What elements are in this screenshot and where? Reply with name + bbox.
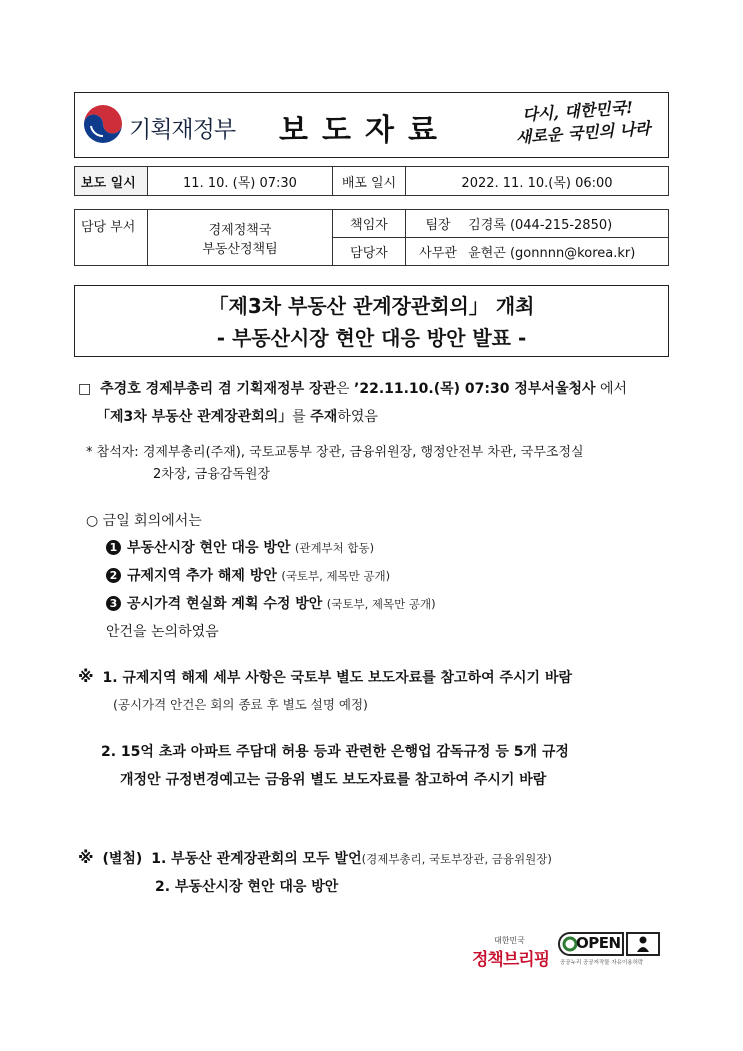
note-mark: ※ [78,667,94,686]
agenda-item-2 [106,565,390,585]
attribution-icon [626,932,660,956]
intro-bullet: □ [78,381,92,397]
open-logo-text: OPEN [576,934,621,952]
note-1-text: 1. 규제지역 해제 세부 사항은 국토부 별도 보도자료를 참고하여 주시기 바람 [102,670,572,686]
department-value [148,210,333,266]
department-line-2: 부동산정책팀 [202,241,278,257]
number-badge-3-icon: 3 [106,596,121,611]
note-2-line-1: 2. 15억 초과 아파트 주담대 허용 등과 관련한 은행업 감독규정 등 5개 규정 [101,744,569,760]
agenda-item-2-note: (국토부, 제목만 공개) [281,569,391,583]
headline-subtitle: - 부동산시장 현안 대응 방안 발표 - [216,326,527,350]
officer-value [406,238,669,266]
agenda-item-1-text: 부동산시장 현안 대응 방안 [127,540,291,556]
chief-title: 팀장 [425,218,451,233]
officer-name-email: 윤현곤 (gonnnn@korea.kr) [468,246,636,261]
agenda-item-1 [106,537,374,557]
kogl-open-license-logo [558,932,666,972]
note-2-line-2: 개정안 규정변경예고는 금융위 별도 보도자료를 참고하여 주시기 바람 [120,772,547,788]
slogan-line-2: 새로운 국민의 나라 [515,118,652,147]
document-type-title: 보도자료 [279,113,451,148]
intro-line-2 [96,406,378,426]
intro-suffix: 에서 [595,381,628,397]
officer-title: 사무관 [419,246,457,261]
distribution-time-label: 배포 일시 [333,167,406,196]
department-label: 담당 부서 [75,210,148,266]
officer-label: 담당자 [333,238,406,266]
note-1 [78,667,572,687]
note-1-sub: (공시가격 안건은 회의 종료 후 별도 설명 예정) [113,697,368,712]
intro-subject: 추경호 경제부총리 겸 기획재정부 장관 [100,381,337,397]
agenda-closing: 안건을 논의하였음 [106,624,219,640]
intro-particle-2: 를 [292,409,311,425]
agenda-lead: ○ 금일 회의에서는 [86,513,202,529]
attachment-item-2: 2. 부동산시장 현안 대응 방안 [155,879,339,895]
contact-table [74,209,669,266]
intro-particle: 은 [336,381,355,397]
chief-name-phone: 김경록 (044-215-2850) [468,218,613,233]
press-release-header [74,92,669,158]
government-emblem-icon [83,104,123,144]
agenda-item-3-note: (국토부, 제목만 공개) [326,597,436,611]
release-info-table [74,166,669,196]
government-slogan [515,96,652,149]
attachment-label: (별첨) [102,851,143,867]
intro-verb: 주재 [310,409,338,425]
release-time-label: 보도 일시 [75,167,148,196]
intro-meeting-name: 「제3차 부동산 관계장관회의」 [96,409,293,425]
department-line-1: 경제정책국 [208,222,272,238]
number-badge-2-icon: 2 [106,568,121,583]
briefing-logo-main: 정책브리핑 [472,950,550,970]
headline-title: 「제3차 부동산 관계장관회의」 개최 [208,294,535,318]
headline-box [74,285,669,357]
chief-label: 책임자 [333,210,406,238]
ministry-name: 기획재정부 [129,117,236,143]
intro-datetime-place: ’22.11.10.(목) 07:30 정부서울청사 [354,381,596,397]
slogan-line-1: 다시, 대한민국! [521,97,634,125]
policy-briefing-logo [472,935,562,971]
intro-line-1 [78,378,627,398]
open-logo-subtext: 공공누리 공공저작물 자유이용허락 [560,960,644,966]
agenda-item-3 [106,593,436,613]
agenda-item-2-text: 규제지역 추가 해제 방안 [127,568,277,584]
attachment-item-1-note: (경제부총리, 국토부장관, 금융위원장) [361,852,552,866]
attendees-line-2: 2차장, 금융감독원장 [153,467,270,482]
distribution-time-value: 2022. 11. 10.(목) 06:00 [406,167,669,196]
number-badge-1-icon: 1 [106,540,121,555]
attendees-line-1: * 참석자: 경제부총리(주재), 국토교통부 장관, 금융위원장, 행정안전부 차관, 국무조정실 [86,445,584,460]
chief-value [406,210,669,238]
attachment-1 [78,848,552,868]
attachment-item-1: 1. 부동산 관계장관회의 모두 발언 [151,851,362,867]
release-time-value: 11. 10. (목) 07:30 [148,167,333,196]
agenda-item-1-note: (관계부처 합동) [294,541,375,555]
agenda-item-3-text: 공시가격 현실화 계획 수정 방안 [127,596,323,612]
attachment-mark: ※ [78,848,94,867]
briefing-logo-top: 대한민국 [494,936,525,945]
intro-ending: 하였음 [337,409,378,425]
